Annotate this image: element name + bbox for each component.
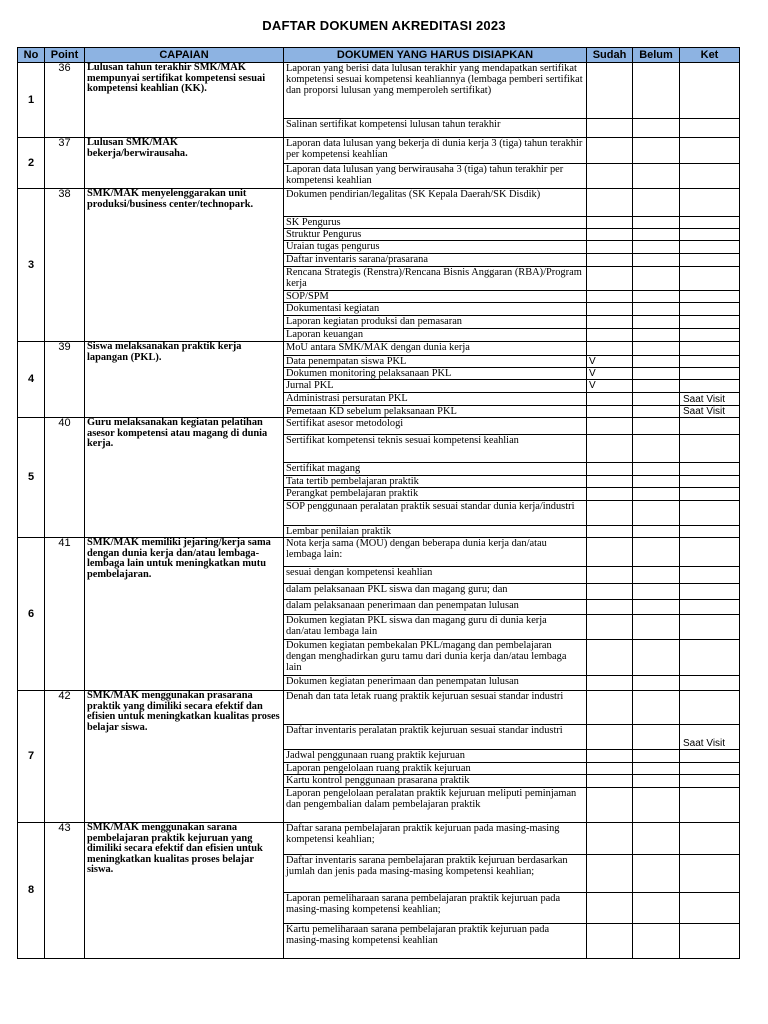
sudah-check xyxy=(587,164,633,189)
ket-note xyxy=(680,893,740,924)
capaian-text: Guru melaksanakan kegiatan pelatihan asesor kompetensi atau magang di dunia kerja. xyxy=(85,418,284,538)
ket-note xyxy=(680,823,740,855)
ket-note xyxy=(680,229,740,241)
belum-check xyxy=(633,775,680,788)
document-item: Laporan kegiatan produksi dan pemasaran xyxy=(284,316,587,329)
document-item: Sertifikat magang xyxy=(284,463,587,476)
sudah-check xyxy=(587,501,633,526)
sudah-check: V xyxy=(587,368,633,380)
belum-check xyxy=(633,725,680,750)
document-item: sesuai dengan kompetensi keahlian xyxy=(284,567,587,584)
table-row xyxy=(18,138,740,164)
document-item: Dokumen kegiatan PKL siswa dan magang guru di dunia kerja dan/atau lembaga lain xyxy=(284,615,587,640)
document-item: dalam pelaksanaan penerimaan dan penempatan lulusan xyxy=(284,600,587,615)
ket-note xyxy=(680,291,740,303)
header-ket: Ket xyxy=(680,48,740,63)
document-item: Laporan keuangan xyxy=(284,329,587,342)
sudah-check xyxy=(587,435,633,463)
sudah-check xyxy=(587,291,633,303)
belum-check xyxy=(633,241,680,254)
ket-note xyxy=(680,750,740,763)
document-item: Laporan yang berisi data lulusan terakhir yang mendapatkan sertifikat kompetensi sesuai kompetensi keahliannya (lembaga pemberi sertifikat dan proporsi lulusan yang memperoleh sertifikat) xyxy=(284,63,587,119)
belum-check xyxy=(633,380,680,393)
belum-check xyxy=(633,823,680,855)
sudah-check xyxy=(587,254,633,267)
belum-check xyxy=(633,750,680,763)
sudah-check xyxy=(587,406,633,418)
document-item: Sertifikat asesor metodologi xyxy=(284,418,587,435)
header-belum: Belum xyxy=(633,48,680,63)
sudah-check xyxy=(587,138,633,164)
sudah-check xyxy=(587,855,633,893)
sudah-check xyxy=(587,329,633,342)
ket-note xyxy=(680,303,740,316)
ket-note xyxy=(680,775,740,788)
ket-note xyxy=(680,788,740,823)
sudah-check xyxy=(587,463,633,476)
belum-check xyxy=(633,600,680,615)
document-item: Denah dan tata letak ruang praktik kejuruan sesuai standar industri xyxy=(284,691,587,725)
sudah-check xyxy=(587,476,633,488)
ket-note xyxy=(680,567,740,584)
sudah-check xyxy=(587,725,633,750)
table-row xyxy=(18,691,740,725)
ket-note xyxy=(680,368,740,380)
belum-check xyxy=(633,584,680,600)
ket-note xyxy=(680,538,740,567)
table-body xyxy=(18,63,740,959)
belum-check xyxy=(633,316,680,329)
ket-note xyxy=(680,691,740,725)
belum-check xyxy=(633,893,680,924)
belum-check xyxy=(633,788,680,823)
sudah-check xyxy=(587,691,633,725)
document-item: Laporan data lulusan yang bekerja di dunia kerja 3 (tiga) tahun terakhir per kompetensi keahlian xyxy=(284,138,587,164)
sudah-check xyxy=(587,615,633,640)
sudah-check xyxy=(587,393,633,406)
belum-check xyxy=(633,615,680,640)
belum-check xyxy=(633,924,680,959)
sudah-check: V xyxy=(587,356,633,368)
ket-note: Saat Visit xyxy=(680,725,740,750)
belum-check xyxy=(633,691,680,725)
sudah-check xyxy=(587,418,633,435)
document-item: Daftar inventaris peralatan praktik kejuruan sesuai standar industri xyxy=(284,725,587,750)
header-point: Point xyxy=(45,48,85,63)
document-item: Laporan pengelolaan peralatan praktik kejuruan meliputi peminjaman dan pengembalian dalam pembelajaran praktik xyxy=(284,788,587,823)
ket-note xyxy=(680,138,740,164)
belum-check xyxy=(633,189,680,217)
ket-note xyxy=(680,418,740,435)
sudah-check xyxy=(587,488,633,501)
row-number: 1 xyxy=(18,63,45,138)
capaian-text: SMK/MAK menggunakan prasarana praktik yang dimiliki secara efektif dan efisien untuk meningkatkan kualitas proses belajar siswa. xyxy=(85,691,284,823)
point-number: 38 xyxy=(45,189,85,342)
sudah-check xyxy=(587,775,633,788)
belum-check xyxy=(633,342,680,356)
document-title: DAFTAR DOKUMEN AKREDITASI 2023 xyxy=(262,18,506,33)
belum-check xyxy=(633,418,680,435)
belum-check xyxy=(633,356,680,368)
belum-check xyxy=(633,526,680,538)
ket-note xyxy=(680,615,740,640)
document-item: MoU antara SMK/MAK dengan dunia kerja xyxy=(284,342,587,356)
document-item: Laporan pengelolaan ruang praktik kejuruan xyxy=(284,763,587,775)
ket-note xyxy=(680,342,740,356)
sudah-check xyxy=(587,526,633,538)
point-number: 41 xyxy=(45,538,85,691)
belum-check xyxy=(633,406,680,418)
sudah-check xyxy=(587,600,633,615)
row-number: 3 xyxy=(18,189,45,342)
document-item: Salinan sertifikat kompetensi lulusan tahun terakhir xyxy=(284,119,587,138)
document-item: Daftar sarana pembelajaran praktik kejuruan pada masing-masing kompetensi keahlian; xyxy=(284,823,587,855)
belum-check xyxy=(633,476,680,488)
sudah-check xyxy=(587,303,633,316)
ket-note xyxy=(680,463,740,476)
table-row xyxy=(18,342,740,356)
sudah-check xyxy=(587,893,633,924)
sudah-check xyxy=(587,189,633,217)
sudah-check xyxy=(587,567,633,584)
document-item: Perangkat pembelajaran praktik xyxy=(284,488,587,501)
document-item: Rencana Strategis (Renstra)/Rencana Bisnis Anggaran (RBA)/Program kerja xyxy=(284,267,587,291)
ket-note xyxy=(680,189,740,217)
sudah-check xyxy=(587,316,633,329)
sudah-check xyxy=(587,538,633,567)
document-item: Daftar inventaris sarana pembelajaran praktik kejuruan berdasarkan jumlah dan jenis pada masing-masing kompetensi keahlian; xyxy=(284,855,587,893)
document-item: Laporan pemeliharaan sarana pembelajaran praktik kejuruan pada masing-masing kompetensi keahlian; xyxy=(284,893,587,924)
belum-check xyxy=(633,229,680,241)
belum-check xyxy=(633,63,680,119)
belum-check xyxy=(633,676,680,691)
belum-check xyxy=(633,763,680,775)
ket-note xyxy=(680,435,740,463)
document-item: Dokumentasi kegiatan xyxy=(284,303,587,316)
sudah-check xyxy=(587,63,633,119)
belum-check xyxy=(633,291,680,303)
ket-note xyxy=(680,119,740,138)
belum-check xyxy=(633,138,680,164)
document-item: Kartu kontrol penggunaan prasarana praktik xyxy=(284,775,587,788)
belum-check xyxy=(633,368,680,380)
accreditation-table xyxy=(17,47,740,959)
ket-note xyxy=(680,640,740,676)
belum-check xyxy=(633,435,680,463)
ket-note xyxy=(680,488,740,501)
header-capaian: CAPAIAN xyxy=(85,48,284,63)
header-row xyxy=(18,48,740,63)
ket-note xyxy=(680,267,740,291)
document-item: Dokumen pendirian/legalitas (SK Kepala Daerah/SK Disdik) xyxy=(284,189,587,217)
capaian-text: SMK/MAK menyelenggarakan unit produksi/business center/technopark. xyxy=(85,189,284,342)
header-sudah: Sudah xyxy=(587,48,633,63)
point-number: 36 xyxy=(45,63,85,138)
document-item: Nota kerja sama (MOU) dengan beberapa dunia kerja dan/atau lembaga lain: xyxy=(284,538,587,567)
document-item: Dokumen kegiatan pembekalan PKL/magang dan pembelajaran dengan menghadirkan guru tamu dari dunia kerja dan/atau lembaga lain xyxy=(284,640,587,676)
ket-note xyxy=(680,356,740,368)
ket-note: Saat Visit xyxy=(680,406,740,418)
ket-note xyxy=(680,600,740,615)
sudah-check xyxy=(587,788,633,823)
document-item: Dokumen kegiatan penerimaan dan penempatan lulusan xyxy=(284,676,587,691)
document-item: Administrasi persuratan PKL xyxy=(284,393,587,406)
ket-note xyxy=(680,254,740,267)
sudah-check xyxy=(587,763,633,775)
ket-note xyxy=(680,676,740,691)
point-number: 40 xyxy=(45,418,85,538)
ket-note xyxy=(680,63,740,119)
document-item: Lembar penilaian praktik xyxy=(284,526,587,538)
belum-check xyxy=(633,488,680,501)
row-number: 4 xyxy=(18,342,45,418)
ket-note xyxy=(680,763,740,775)
table-row xyxy=(18,189,740,217)
belum-check xyxy=(633,640,680,676)
capaian-text: Siswa melaksanakan praktik kerja lapangan (PKL). xyxy=(85,342,284,418)
belum-check xyxy=(633,855,680,893)
document-item: Data penempatan siswa PKL xyxy=(284,356,587,368)
document-item: SOP/SPM xyxy=(284,291,587,303)
belum-check xyxy=(633,254,680,267)
document-item: Laporan data lulusan yang berwirausaha 3 (tiga) tahun terakhir per kompetensi keahlian xyxy=(284,164,587,189)
sudah-check xyxy=(587,640,633,676)
capaian-text: Lulusan SMK/MAK bekerja/berwirausaha. xyxy=(85,138,284,189)
belum-check xyxy=(633,463,680,476)
sudah-check xyxy=(587,823,633,855)
ket-note xyxy=(680,380,740,393)
belum-check xyxy=(633,119,680,138)
sudah-check xyxy=(587,229,633,241)
sudah-check xyxy=(587,924,633,959)
document-item: SK Pengurus xyxy=(284,217,587,229)
row-number: 6 xyxy=(18,538,45,691)
document-item: Dokumen monitoring pelaksanaan PKL xyxy=(284,368,587,380)
document-item: Pemetaan KD sebelum pelaksanaan PKL xyxy=(284,406,587,418)
document-item: Jadwal penggunaan ruang praktik kejuruan xyxy=(284,750,587,763)
sudah-check xyxy=(587,342,633,356)
point-number: 43 xyxy=(45,823,85,959)
row-number: 2 xyxy=(18,138,45,189)
document-item: Tata tertib pembelajaran praktik xyxy=(284,476,587,488)
document-item: SOP penggunaan peralatan praktik sesuai standar dunia kerja/industri xyxy=(284,501,587,526)
capaian-text: SMK/MAK menggunakan sarana pembelajaran praktik kejuruan yang dimiliki secara efektif dan efisien untuk meningkatkan kualitas proses belajar siswa. xyxy=(85,823,284,959)
document-item: Jurnal PKL xyxy=(284,380,587,393)
belum-check xyxy=(633,393,680,406)
point-number: 37 xyxy=(45,138,85,189)
point-number: 39 xyxy=(45,342,85,418)
capaian-text: SMK/MAK memiliki jejaring/kerja sama dengan dunia kerja dan/atau lembaga-lembaga lain untuk meningkatkan mutu pembelajaran. xyxy=(85,538,284,691)
ket-note xyxy=(680,316,740,329)
document-item: Struktur Pengurus xyxy=(284,229,587,241)
document-item: Kartu pemeliharaan sarana pembelajaran praktik kejuruan pada masing-masing kompetensi keahlian xyxy=(284,924,587,959)
document-item: Daftar inventaris sarana/prasarana xyxy=(284,254,587,267)
sudah-check xyxy=(587,750,633,763)
ket-note xyxy=(680,924,740,959)
ket-note xyxy=(680,584,740,600)
document-item: dalam pelaksanaan PKL siswa dan magang guru; dan xyxy=(284,584,587,600)
sudah-check xyxy=(587,217,633,229)
belum-check xyxy=(633,267,680,291)
ket-note xyxy=(680,526,740,538)
table-row xyxy=(18,63,740,119)
row-number: 7 xyxy=(18,691,45,823)
row-number: 8 xyxy=(18,823,45,959)
document-item: Sertifikat kompetensi teknis sesuai kompetensi keahlian xyxy=(284,435,587,463)
belum-check xyxy=(633,501,680,526)
sudah-check xyxy=(587,584,633,600)
table-row xyxy=(18,418,740,435)
ket-note xyxy=(680,476,740,488)
belum-check xyxy=(633,567,680,584)
belum-check xyxy=(633,164,680,189)
ket-note xyxy=(680,217,740,229)
belum-check xyxy=(633,217,680,229)
sudah-check xyxy=(587,119,633,138)
table-row xyxy=(18,538,740,567)
table-row xyxy=(18,823,740,855)
ket-note xyxy=(680,855,740,893)
point-number: 42 xyxy=(45,691,85,823)
sudah-check xyxy=(587,267,633,291)
document-item: Uraian tugas pengurus xyxy=(284,241,587,254)
sudah-check xyxy=(587,676,633,691)
header-dokumen: DOKUMEN YANG HARUS DISIAPKAN xyxy=(284,48,587,63)
belum-check xyxy=(633,538,680,567)
ket-note xyxy=(680,241,740,254)
sudah-check xyxy=(587,241,633,254)
row-number: 5 xyxy=(18,418,45,538)
belum-check xyxy=(633,303,680,316)
ket-note xyxy=(680,501,740,526)
sudah-check: V xyxy=(587,380,633,393)
ket-note xyxy=(680,329,740,342)
capaian-text: Lulusan tahun terakhir SMK/MAK mempunyai sertifikat kompetensi sesuai kompetensi keahlian (KK). xyxy=(85,63,284,138)
header-no: No xyxy=(18,48,45,63)
ket-note: Saat Visit xyxy=(680,393,740,406)
belum-check xyxy=(633,329,680,342)
ket-note xyxy=(680,164,740,189)
